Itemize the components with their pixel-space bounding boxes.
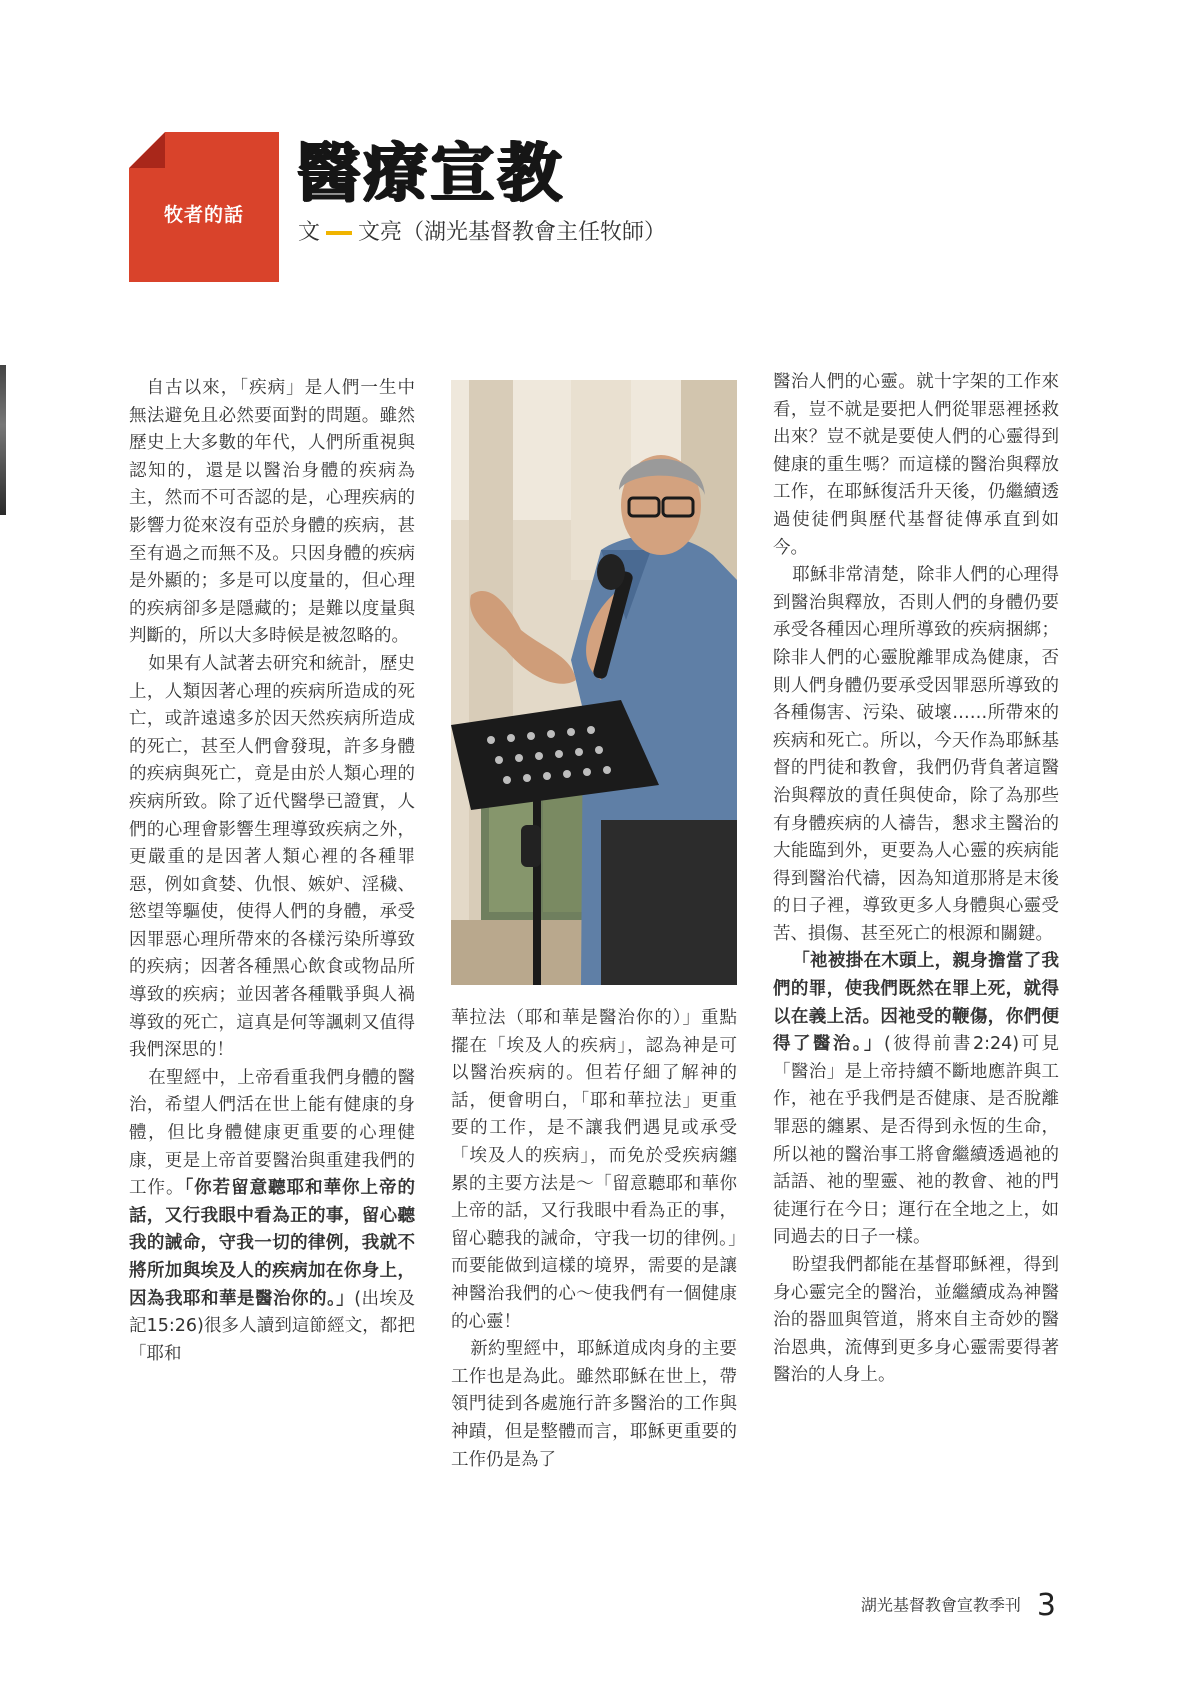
- paragraph: 新約聖經中，耶穌道成肉身的主要工作也是為此。雖然耶穌在世上，帶領門徒到各處施行許多醫治的工作與神蹟，但是整體而言，耶穌更重要的工作仍是為了: [451, 1339, 737, 1470]
- scripture-quote: 「你若留意聽耶和華你上帝的話，又行我眼中看為正的事，留心聽我的誡命，守我一切的律例，我就不將所加與埃及人的疾病加在你身上，因為我耶和華是醫治你的。」: [129, 1178, 416, 1309]
- page-number: 3: [1036, 1587, 1056, 1623]
- paragraph: [773, 948, 1059, 1252]
- text-column-2: [451, 1005, 737, 1474]
- scripture-reference: (彼得前書2:24): [883, 1034, 1020, 1055]
- scripture-quote: 「祂被掛在木頭上，親身擔當了我們的罪，使我們既然在罪上死，就得以在義上活。因祂受的鞭傷，你們便得了醫治。」: [773, 951, 1059, 1055]
- text-column-3: [773, 369, 1059, 1390]
- byline-author: 文亮（湖光基督教會主任牧師）: [358, 220, 667, 245]
- article-byline: [298, 218, 666, 248]
- paragraph-text: 在聖經中，上帝看重我們身體的醫治，希望人們活在世上能有健康的身體，但比身體健康更重要的心理健康，更是上帝首要醫治與重建我們的工作。: [129, 1067, 415, 1199]
- paragraph-text: 很多人讀到這節經文，都把「耶和: [129, 1316, 415, 1364]
- byline-dash: [326, 231, 352, 235]
- article-title: 醫療宣教: [296, 137, 564, 211]
- column-tag-label: 牧者的話: [163, 204, 244, 226]
- paragraph: 自古以來，「疾病」是人們一生中無法避免且必然要面對的問題。雖然歷史上大多數的年代，人們所重視與認知的，還是以醫治身體的疾病為主，然而不可否認的是，心理疾病的影響力從來沒有亞於身體的疾病，甚至有過之而無不及。只因身體的疾病是外顯的；多是可以度量的，但心理的疾病卻多是隱藏的；是難以度量與判斷的，所以大多時候是被忽略的。: [129, 378, 415, 647]
- publication-name: 湖光基督教會宣教季刊: [860, 1595, 1021, 1615]
- pastor-preaching-photo: [451, 380, 737, 985]
- text-column-1: [129, 375, 415, 1368]
- paragraph: 如果有人試著去研究和統計，歷史上，人類因著心理的疾病所造成的死亡，或許遠遠多於因天然疾病所造成的死亡，甚至人們會發現，許多身體的疾病與死亡，竟是由於人類心理的疾病所致。除了近代醫學已證實，人們的心理會影響生理導致疾病之外，更嚴重的是因著人類心裡的各種罪惡，例如貪婪、仇恨、嫉妒、淫穢、慾望等驅使，使得人們的身體，承受因罪惡心理所帶來的各樣污染所導致的疾病；因著各種黑心飲食或物品所導致的疾病；並因著各種戰爭與人禍導致的死亡，這真是何等諷刺又值得我們深思的！: [129, 653, 415, 1061]
- paragraph: 華拉法（耶和華是醫治你的）」重點擺在「埃及人的疾病」，認為神是可以醫治疾病的。但若仔細了解神的話，便會明白，「耶和華拉法」更重要的工作，是不讓我們遇見或承受「埃及人的疾病」，而免於受疾病纏累的主要方法是～「留意聽耶和華你上帝的話，又行我眼中看為正的事，留心聽我的誡命，守我一切的律例。」而要能做到這樣的境界，需要的是讓神醫治我們的心～使我們有一個健康的心靈！: [451, 1008, 737, 1332]
- tag-corner-fold: [129, 132, 165, 168]
- paragraph: [129, 1065, 415, 1369]
- paragraph-text: 可見「醫治」是上帝持續不斷地應許與工作，祂在乎我們是否健康、是否脫離罪惡的纏累、是否得到永恆的生命，所以祂的醫治事工將會繼續透過祂的話語、祂的聖靈、祂的教會、祂的門徒運行在今日；運行在全地之上，如同過去的日子一樣。: [773, 1034, 1060, 1248]
- paragraph: 醫治人們的心靈。就十字架的工作來看，豈不就是要把人們從罪惡裡拯救出來？豈不就是要使人們的心靈得到健康的重生嗎？而這樣的醫治與釋放工作，在耶穌復活升天後，仍繼續透過使徒們與歷代基督徒傳承直到如今。: [773, 372, 1059, 558]
- byline-prefix: 文: [298, 220, 321, 245]
- page-footer: [860, 1587, 1056, 1623]
- scripture-reference: (出埃及記15:26): [129, 1288, 416, 1337]
- page-edge-photo-strip: [0, 365, 6, 515]
- paragraph: 盼望我們都能在基督耶穌裡，得到身心靈完全的醫治，並繼續成為神醫治的器皿與管道，將來自主奇妙的醫治恩典，流傳到更多身心靈需要得著醫治的人身上。: [773, 1255, 1059, 1386]
- paragraph: 耶穌非常清楚，除非人們的心理得到醫治與釋放，否則人們的身體仍要承受各種因心理所導致的疾病捆綁；除非人們的心靈脫離罪成為健康，否則人們身體仍要承受因罪惡所導致的各種傷害、污染、破壞……所帶來的疾病和死亡。所以，今天作為耶穌基督的門徒和教會，我們仍背負著這醫治與釋放的責任與使命，除了為那些有身體疾病的人禱告，懇求主醫治的大能臨到外，更要為人心靈的疾病能得到醫治代禱，因為知道那將是末後的日子裡，導致更多人身體與心靈受苦、損傷、甚至死亡的根源和關鍵。: [773, 565, 1059, 944]
